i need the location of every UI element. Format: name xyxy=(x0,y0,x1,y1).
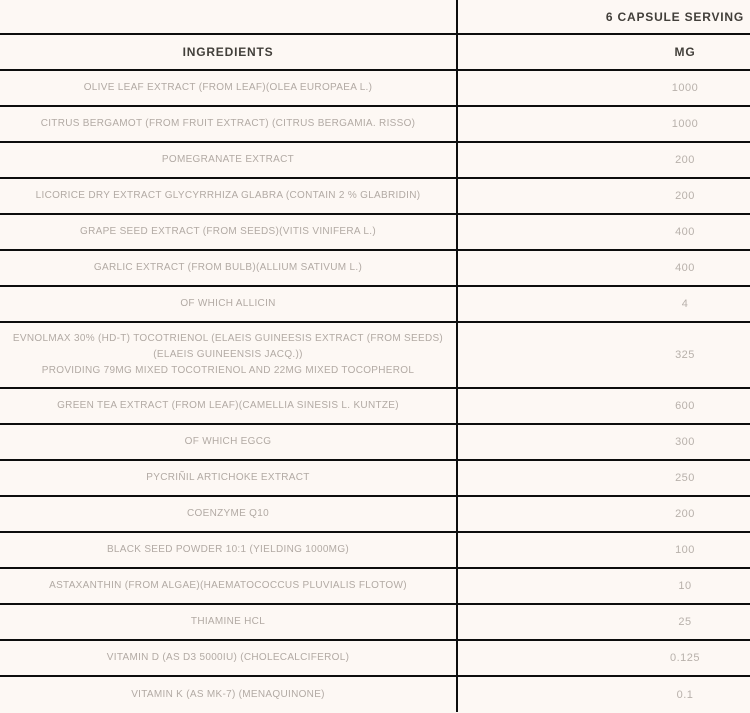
table-row xyxy=(0,71,750,107)
ingredients-column-header: INGREDIENTS xyxy=(182,45,274,59)
ingredient-cell: OF WHICH ALLICIN xyxy=(0,287,458,321)
mg-cell: 400 xyxy=(675,226,695,238)
ingredients-column-header-cell xyxy=(0,35,458,69)
table-row xyxy=(0,605,750,641)
ingredient-cell: CITRUS BERGAMOT (FROM FRUIT EXTRACT) (CITRUS BERGAMIA. RISSO) xyxy=(0,107,458,141)
table-row xyxy=(0,533,750,569)
table-row xyxy=(0,497,750,533)
serving-header-cell xyxy=(458,0,750,33)
mg-cell: 10 xyxy=(678,580,692,592)
mg-cell: 25 xyxy=(678,616,692,628)
ingredient-cell: OF WHICH EGCG xyxy=(0,425,458,459)
mg-cell: 250 xyxy=(675,472,695,484)
ingredient-cell: GREEN TEA EXTRACT (FROM LEAF)(CAMELLIA SINESIS L. KUNTZE) xyxy=(0,389,458,423)
ingredient-cell: EVNOLMAX 30% (HD-T) TOCOTRIENOL (ELAEIS GUINEESIS EXTRACT (FROM SEEDS) (ELAEIS GUINEENSIS JACQ.)) PROVIDING 79MG MIXED TOCOTRIENOL AND 22MG MIXED TOCOPHEROL xyxy=(0,323,458,387)
ingredient-cell: BLACK SEED POWDER 10:1 (YIELDING 1000MG) xyxy=(0,533,458,567)
serving-header-row xyxy=(0,0,750,35)
mg-cell: 100 xyxy=(675,544,695,556)
ingredient-cell: COENZYME Q10 xyxy=(0,497,458,531)
mg-cell: 0.125 xyxy=(669,652,701,664)
table-row xyxy=(0,179,750,215)
mg-cell: 200 xyxy=(675,508,695,520)
mg-cell: 200 xyxy=(675,190,695,202)
serving-header-label: 6 CAPSULE SERVING xyxy=(605,9,744,24)
ingredient-cell: POMEGRANATE EXTRACT xyxy=(0,143,458,177)
serving-header-empty-cell xyxy=(0,0,458,33)
table-row xyxy=(0,287,750,323)
table-row xyxy=(0,425,750,461)
mg-cell: 400 xyxy=(675,262,695,274)
column-header-row xyxy=(0,35,750,71)
table-row xyxy=(0,677,750,712)
mg-cell: 1000 xyxy=(671,82,699,94)
table-row xyxy=(0,107,750,143)
ingredient-cell: GRAPE SEED EXTRACT (FROM SEEDS)(VITIS VINIFERA L.) xyxy=(0,215,458,249)
ingredient-cell: OLIVE LEAF EXTRACT (FROM LEAF)(OLEA EUROPAEA L.) xyxy=(0,71,458,105)
mg-cell: 300 xyxy=(675,436,695,448)
table-row xyxy=(0,461,750,497)
mg-cell: 325 xyxy=(675,349,695,361)
mg-column-header: MG xyxy=(674,45,696,59)
ingredient-cell: PYCRIÑIL ARTICHOKE EXTRACT xyxy=(0,461,458,495)
mg-column-header-cell xyxy=(458,35,750,69)
mg-cell: 4 xyxy=(681,298,689,310)
mg-cell: 200 xyxy=(675,154,695,166)
table-row xyxy=(0,251,750,287)
table-row xyxy=(0,143,750,179)
ingredient-cell: ASTAXANTHIN (FROM ALGAE)(HAEMATOCOCCUS PLUVIALIS FLOTOW) xyxy=(0,569,458,603)
mg-cell: 0.1 xyxy=(676,688,694,701)
mg-cell: 600 xyxy=(675,400,695,412)
table-row xyxy=(0,215,750,251)
ingredient-cell: THIAMINE HCL xyxy=(0,605,458,639)
table-row xyxy=(0,389,750,425)
table-row xyxy=(0,641,750,677)
table-row xyxy=(0,323,750,389)
ingredient-cell: VITAMIN K (AS MK-7) (MENAQUINONE) xyxy=(0,677,458,712)
mg-cell: 1000 xyxy=(671,118,699,130)
table-row xyxy=(0,569,750,605)
ingredient-cell: VITAMIN D (AS D3 5000IU) (CHOLECALCIFEROL) xyxy=(0,641,458,675)
ingredient-cell: LICORICE DRY EXTRACT GLYCYRRHIZA GLABRA (CONTAIN 2 % GLABRIDIN) xyxy=(0,179,458,213)
ingredient-cell: GARLIC EXTRACT (FROM BULB)(ALLIUM SATIVUM L.) xyxy=(0,251,458,285)
